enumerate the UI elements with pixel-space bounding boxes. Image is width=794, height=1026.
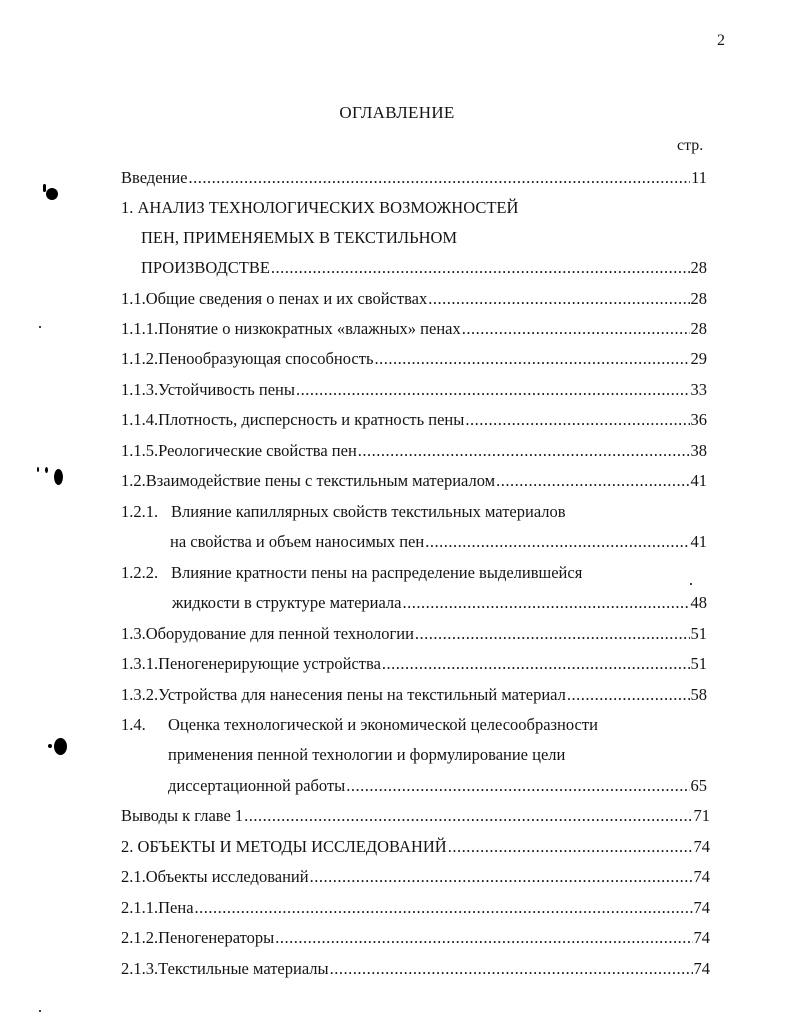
toc-entry-page: 74 bbox=[693, 898, 710, 917]
toc-entry-number: 2.1. bbox=[121, 867, 146, 886]
toc-entry-label: диссертационной работы bbox=[168, 776, 346, 795]
toc-entry bbox=[121, 410, 707, 432]
toc-entry-label: Оценка технологической и экономической целесообразности bbox=[168, 715, 598, 734]
toc-entry bbox=[141, 258, 707, 280]
toc-entry-page: 36 bbox=[690, 410, 707, 429]
toc-entry bbox=[168, 745, 707, 767]
dot-leader bbox=[382, 654, 690, 674]
toc-entry-label: Введение bbox=[121, 168, 188, 187]
page-title: ОГЛАВЛЕНИЕ bbox=[339, 103, 455, 122]
toc-entry bbox=[121, 471, 707, 493]
toc-entry bbox=[121, 563, 707, 585]
page-column-header: стр. bbox=[677, 137, 704, 154]
dot-leader bbox=[271, 258, 690, 278]
toc-entry-label: Реологические свойства пен bbox=[158, 441, 357, 460]
toc-entry-label: Плотность, дисперсность и кратность пены bbox=[158, 410, 465, 429]
toc-entry-label: 1. АНАЛИЗ ТЕХНОЛОГИЧЕСКИХ ВОЗМОЖНОСТЕЙ bbox=[121, 198, 519, 217]
toc-entry-page: 71 bbox=[693, 806, 710, 825]
dot-leader bbox=[415, 624, 690, 644]
toc-entry-page: 28 bbox=[690, 289, 707, 308]
toc-entry-page: 41 bbox=[690, 471, 707, 490]
toc-entry-page: 74 bbox=[693, 959, 710, 978]
toc-entry bbox=[121, 867, 710, 889]
toc-entry-label: Влияние кратности пены на распределение выделившейся bbox=[171, 563, 583, 582]
toc-entry bbox=[141, 228, 707, 250]
dot-leader bbox=[244, 806, 692, 826]
toc-entry-label: ПЕН, ПРИМЕНЯЕМЫХ В ТЕКСТИЛЬНОМ bbox=[141, 228, 458, 247]
toc-entry-label: Влияние капиллярных свойств текстильных материалов bbox=[171, 502, 566, 521]
toc-entry-label: Пеногенераторы bbox=[158, 928, 275, 947]
toc-entry-label: ПРОИЗВОДСТВЕ bbox=[141, 258, 270, 277]
toc-entry-page: 28 bbox=[690, 319, 707, 338]
toc-entry-label: Текстильные материалы bbox=[158, 959, 329, 978]
toc-entry bbox=[121, 624, 707, 646]
toc-entry-page: 29 bbox=[690, 349, 707, 368]
scan-speck bbox=[54, 738, 67, 755]
toc-entry bbox=[121, 898, 710, 920]
dot-leader bbox=[448, 837, 693, 857]
toc-entry-page: 74 bbox=[693, 867, 710, 886]
toc-entry-page: 33 bbox=[690, 380, 707, 399]
scan-speck bbox=[46, 188, 58, 200]
toc-entry-number: 1.1.1. bbox=[121, 319, 159, 338]
toc-entry bbox=[121, 289, 707, 311]
dot-leader bbox=[195, 898, 693, 918]
dot-leader bbox=[189, 168, 691, 188]
dot-leader bbox=[465, 410, 689, 430]
dot-leader bbox=[330, 959, 693, 979]
scan-speck bbox=[54, 469, 63, 485]
toc-entry-label: Взаимодействие пены с текстильным материалом bbox=[145, 471, 496, 490]
toc-entry-page: 74 bbox=[693, 928, 710, 947]
toc-entry bbox=[121, 715, 707, 737]
dot-leader bbox=[428, 289, 689, 309]
toc-entry-number: 1.1.5. bbox=[121, 441, 159, 460]
toc-entry-label: Объекты исследований bbox=[145, 867, 309, 886]
toc-entry-label: на свойства и объем наносимых пен bbox=[170, 532, 425, 551]
dot-leader bbox=[567, 685, 690, 705]
dot-leader bbox=[403, 593, 690, 613]
toc-entry bbox=[121, 654, 707, 676]
toc-entry-page: 38 bbox=[690, 441, 707, 460]
toc-entry bbox=[121, 349, 707, 371]
scan-speck bbox=[690, 583, 692, 585]
toc-entry-number: 2.1.3. bbox=[121, 959, 159, 978]
toc-entry-page: 65 bbox=[690, 776, 707, 795]
toc-entry-page: 74 bbox=[693, 837, 710, 856]
toc-entry bbox=[121, 502, 707, 524]
toc-entry-label: Общие сведения о пенах и их свойствах bbox=[145, 289, 428, 308]
dot-leader bbox=[358, 441, 690, 461]
toc-entry-number: 1.4. bbox=[121, 715, 146, 734]
dot-leader bbox=[425, 532, 689, 552]
toc-entry bbox=[170, 532, 707, 554]
scan-speck bbox=[37, 467, 39, 472]
toc-entry bbox=[121, 928, 710, 950]
toc-entry-number: 1.2.2. bbox=[121, 563, 159, 582]
scan-speck bbox=[48, 744, 52, 748]
dot-leader bbox=[275, 928, 692, 948]
toc-entry bbox=[121, 168, 707, 190]
toc-entry-label: Оборудование для пенной технологии bbox=[145, 624, 414, 643]
dot-leader bbox=[375, 349, 690, 369]
toc-entry-number: 1.2. bbox=[121, 471, 146, 490]
dot-leader bbox=[296, 380, 690, 400]
toc-entry-number: 2.1.2. bbox=[121, 928, 159, 947]
toc-entry-label: Пеногенерирующие устройства bbox=[158, 654, 381, 673]
toc-entry-label: Устройства для нанесения пены на текстильный материал bbox=[158, 685, 566, 704]
page-number: 2 bbox=[717, 32, 725, 49]
toc-entry-page: 58 bbox=[690, 685, 707, 704]
toc-entry-number: 2.1.1. bbox=[121, 898, 159, 917]
scan-speck bbox=[39, 326, 41, 328]
toc-entry bbox=[121, 441, 707, 463]
scan-speck bbox=[39, 1010, 41, 1012]
toc-entry-number: 1.3. bbox=[121, 624, 146, 643]
dot-leader bbox=[310, 867, 693, 887]
toc-entry-label: 2. ОБЪЕКТЫ И МЕТОДЫ ИССЛЕДОВАНИЙ bbox=[121, 837, 447, 856]
toc-entry-number: 1.1.3. bbox=[121, 380, 159, 399]
toc-entry bbox=[121, 685, 707, 707]
toc-entry bbox=[121, 198, 707, 220]
toc-entry bbox=[172, 593, 707, 615]
toc-entry-label: Понятие о низкократных «влажных» пенах bbox=[158, 319, 461, 338]
toc-entry bbox=[121, 380, 707, 402]
dot-leader bbox=[462, 319, 690, 339]
toc-entry-page: 51 bbox=[690, 654, 707, 673]
toc-entry bbox=[121, 959, 710, 981]
toc-entry-number: 1.1.4. bbox=[121, 410, 159, 429]
toc-entry-page: 28 bbox=[690, 258, 707, 277]
toc-entry-number: 1.1. bbox=[121, 289, 146, 308]
toc-entry-number: 1.3.2. bbox=[121, 685, 159, 704]
toc-entry bbox=[121, 806, 710, 828]
toc-entry-page: 51 bbox=[690, 624, 707, 643]
scan-speck bbox=[45, 467, 48, 473]
dot-leader bbox=[496, 471, 689, 491]
toc-entry-number: 1.3.1. bbox=[121, 654, 159, 673]
toc-entry-label: Пена bbox=[158, 898, 194, 917]
toc-entry-number: 1.2.1. bbox=[121, 502, 159, 521]
toc-entry-label: Устойчивость пены bbox=[158, 380, 295, 399]
toc-entry bbox=[121, 837, 710, 859]
toc-entry-number: 1.1.2. bbox=[121, 349, 159, 368]
toc-entry-label: Выводы к главе 1 bbox=[121, 806, 244, 825]
toc-entry-page: 11 bbox=[691, 168, 707, 187]
scan-speck bbox=[43, 184, 46, 192]
dot-leader bbox=[346, 776, 689, 796]
toc-entry bbox=[168, 776, 707, 798]
toc-entry-label: жидкости в структуре материала bbox=[172, 593, 402, 612]
toc-entry bbox=[121, 319, 707, 341]
toc-entry-page: 41 bbox=[690, 532, 707, 551]
toc-entry-label: Пенообразующая способность bbox=[158, 349, 374, 368]
toc-entry-label: применения пенной технологии и формулирование цели bbox=[168, 745, 566, 764]
toc-entry-page: 48 bbox=[690, 593, 707, 612]
